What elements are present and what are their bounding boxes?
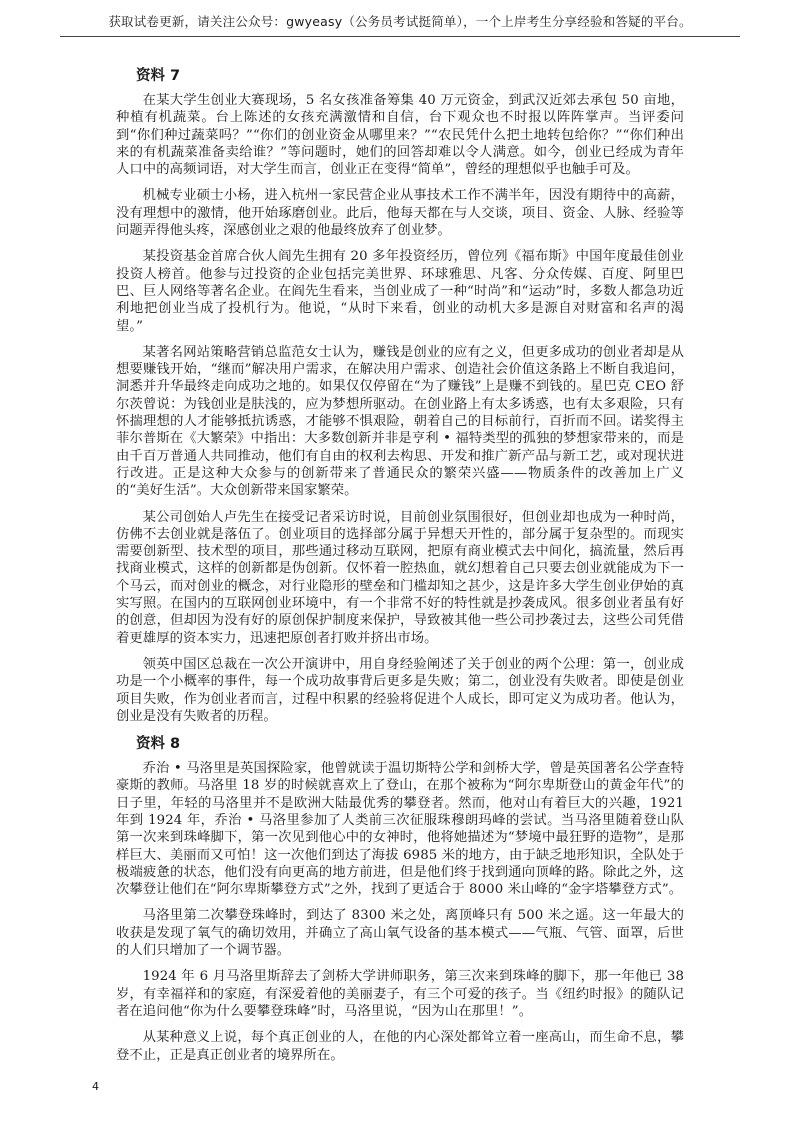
paragraph: 某公司创始人卢先生在接受记者采访时说，目前创业氛围很好，但创业却也成为一种时尚，仿佛不去创业就是落伍了。创业项目的选择部分属于异想天开性的，部分属于复杂型的。而现实需要创新型、技术型的项目，那些通过移动互联网，把原有商业模式去中间化，搞流量，然后再找商业模式，这样的创新都是伪创新。仅怀着一腔热血，就幻想着自己只要去创业就能成为下一个马云，而对创业的概念，对行业隐形的壁垒和门槛却知之甚少，这是许多大学生创业伊始的真实写照。在国内的互联网创业环境中，有一个非常不好的特性就是抄袭成风。很多创业者虽有好的创意，但却因为没有好的原创保护制度来保护，导致被其他一些公司抄袭过去，这些公司凭借着更雄厚的资本实力，迅速把原创者打败并挤出市场。: [116, 509, 684, 646]
section-title: 资料 7: [136, 68, 181, 84]
document-body: [116, 66, 684, 1073]
paragraph: 1924 年 6 月马洛里斯辞去了剑桥大学讲师职务，第三次来到珠峰的脚下，那一年他已 38 岁，有幸福祥和的家庭，有深爱着他的美丽妻子，有三个可爱的孩子。当《纽约时报》的随队记者在追问他“你为什么要攀登珠峰”时，马洛里说，“因为山在那里！”。: [116, 969, 684, 1019]
paragraph: 在某大学生创业大赛现场，5 名女孩准备筹集 40 万元资金，到武汉近郊去承包 50 亩地，种植有机蔬菜。台上陈述的女孩充满激情和自信，台下观众也不时报以阵阵掌声。当评委问到“你们种过蔬菜吗？”“你们的创业资金从哪里来？”“农民凭什么把土地转包给你？”“你们种出来的有机蔬菜准备卖给谁？”等问题时，她们的回答却难以令人满意。如今，创业已经成为青年人口中的高频词语，对大学生而言，创业正在变得“简单”，曾经的理想似乎也触手可及。: [116, 93, 684, 178]
section-title: 资料 8: [136, 736, 181, 753]
section-material-8: [116, 734, 684, 1064]
paragraph: 某投资基金首席合伙人阎先生拥有 20 多年投资经历，曾位列《福布斯》中国年度最佳创业投资人榜首。他参与过投资的企业包括完美世界、环球雅思、凡客、分众传媒、百度、阿里巴巴、巨人网络等著名企业。在阎先生看来，当创业成了一种“时尚”和“运动”时，多数人都急功近利地把创业当成了投机行为。他说，“从时下来看，创业的动机大多是源自对财富和名声的渴望。”: [116, 249, 684, 334]
paragraph: 机械专业硕士小杨，进入杭州一家民营企业从事技术工作不满半年，因没有期待中的高薪，没有理想中的激情，他开始琢磨创业。此后，他每天都在与人交谈，项目、资金、人脉、经验等问题弄得他头疼，深感创业之艰的他最终放弃了创业梦。: [116, 188, 684, 239]
page-number: 4: [92, 1080, 99, 1093]
section-material-7: [116, 66, 684, 725]
paragraph: 从某种意义上说，每个真正创业的人，在他的内心深处都耸立着一座高山，而生命不息，攀登不止，正是真正创业者的境界所在。: [116, 1030, 684, 1063]
paragraph: 马洛里第二次攀登珠峰时，到达了 8300 米之处，离顶峰只有 500 米之遥。这一年最大的收获是发现了氧气的确切效用，并确立了高山氧气设备的基本模式——气瓶、气管、面罩，后世的人们只增加了一个调节器。: [116, 908, 684, 959]
paragraph: 领英中国区总裁在一次公开演讲中，用自身经验阐述了关于创业的两个公理：第一，创业成功是一个小概率的事件，每一个成功故事背后更多是失败；第二，创业没有失败者。即使是创业项目失败，作为创业者而言，过程中积累的经验将促进个人成长，即可定义为成功者。他认为，创业是没有失败者的历程。: [116, 656, 684, 724]
page-header: 获取试卷更新，请关注公众号：gwyeasy（公务员考试挺简单），一个上岸考生分享经验和答疑的平台。: [60, 12, 740, 37]
paragraph: 乔治 • 马洛里是英国探险家，他曾就读于温切斯特公学和剑桥大学，曾是英国著名公学查特豪斯的教师。马洛里 18 岁的时候就喜欢上了登山，在那个被称为“阿尔卑斯登山的黄金年代”的日子里，年轻的马洛里并不是欧洲大陆最优秀的攀登者。然而，他对山有着巨大的兴趣，1921 年到 1924 年，乔治 • 马洛里参加了人类前三次征服珠穆朗玛峰的尝试。当马洛里随着登山队第一次来到珠峰脚下，第一次见到他心中的女神时，他将她描述为“梦境中最狂野的造物”，是那样巨大、美丽而又可怕！这一次他们到达了海拔 6985 米的地方，由于缺乏地形知识，全队处于极端疲惫的状态，他们没有向更高的地方前进，但是他们终于找到通向顶峰的路。除此之外，这次攀登让他们在“阿尔卑斯攀登方式”之外，找到了更适合于 8000 米山峰的“金字塔攀登方式”。: [116, 761, 684, 898]
paragraph: 某著名网站策略营销总监范女士认为，赚钱是创业的应有之义，但更多成功的创业者却是从想要赚钱开始，“继而”解决用户需求，在解决用户需求、创造社会价值这条路上不断自我追问，洞悉并升华最终走向成功之地的。如果仅仅停留在“为了赚钱”上是赚不到钱的。星巴克 CEO 舒尔茨曾说：为钱创业是肤浅的，应为梦想所驱动。在创业路上有太多诱惑，也有太多艰险，只有怀揣理想的人才能够抵抗诱惑，才能够不惧艰险，朝着自己的目标前行，百折而不回。诺奖得主菲尔普斯在《大繁荣》中指出：大多数创新并非是亨利 • 福特类型的孤独的梦想家带来的，而是由千百万普通人共同推动，他们有自由的权利去构思、开发和推广新产品与新工艺，或对现状进行改进。正是这种大众参与的创新带来了普通民众的繁荣兴盛——物质条件的改善加上广义的“美好生活”。大众创新带来国家繁荣。: [116, 344, 684, 499]
